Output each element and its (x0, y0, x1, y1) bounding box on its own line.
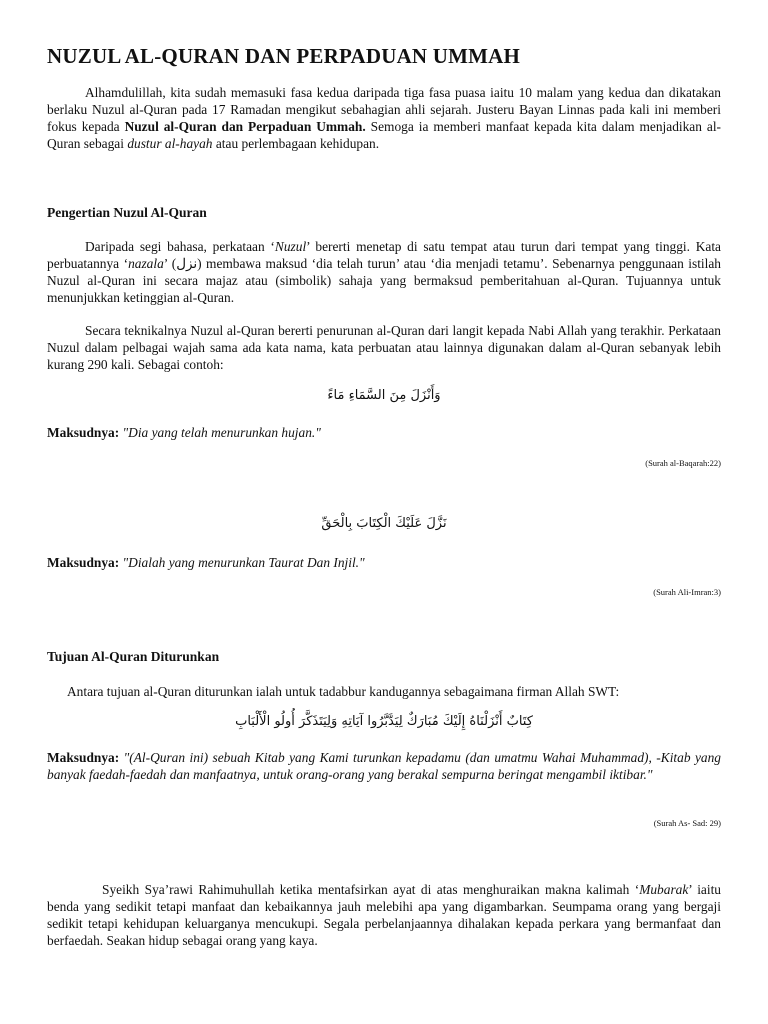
tujuan-p2-text-2: ’ iaitu benda yang sedikit tetapi manfaat dan kebaikannya jauh melebihi apa yang digambarkan. Seumpama orang yang bergaji sedikit tetapi kehidupan keluarganya mencukupi. Segala perbelanjaannya dihalakan kepada perkara yang bermanfaat dan berfaedah. Seakan hidup sebagai orang yang kaya. (47, 882, 721, 948)
verse-3-translation: "(Al-Quran ini) sebuah Kitab yang Kami turunkan kepadamu (dan umatmu Wahai Muhammad), -Kitab yang banyak faedah-faedah dan manfaatnya, untuk orang-orang yang berakal sempurna beringat mengambil iktibar." (47, 750, 721, 782)
verse-1-translation: "Dia yang telah menurunkan hujan." (122, 425, 321, 440)
meaning-label: Maksudnya: (47, 555, 120, 570)
meaning-label: Maksudnya: (47, 425, 120, 440)
verse-2-translation: "Dialah yang menurunkan Taurat Dan Injil." (122, 555, 365, 570)
pengertian-paragraph-1 (47, 238, 721, 306)
pengertian-paragraph-2: Secara teknikalnya Nuzul al-Quran bererti penurunan al-Quran dari langit kepada Nabi Allah yang terakhir. Perkataan Nuzul dalam pelbagai wajah sama ada kata nama, kata perbuatan atau lainnya digunakan dalam al-Quran sebanyak lebih kurang 290 kali. Sebagai contoh: (47, 323, 721, 372)
verse-3-reference: (Surah As- Sad: 29) (653, 818, 721, 828)
pengertian-p1-italic-1: Nuzul (274, 239, 307, 254)
intro-bold-topic: Nuzul al-Quran dan Perpaduan Ummah. (124, 119, 366, 134)
verse-2-reference: (Surah Ali-Imran:3) (653, 587, 721, 597)
tujuan-p2-italic: Mubarak (639, 882, 689, 897)
verse-1-arabic: وَأَنْزَلَ مِنَ السَّمَاءِ مَاءً (327, 388, 441, 403)
intro-text-1: Alhamdulillah, kita sudah memasuki fasa kedua daripada tiga fasa puasa iaitu 10 malam yang kedua dan dikatakan berlaku Nuzul al-Quran pada 17 Ramadan mengikut sebahagian ahli sejarah. Justeru Bayan Linnas pada kali ini memberi fokus kepada (47, 85, 721, 134)
section-heading-tujuan: Tujuan Al-Quran Diturunkan (47, 649, 220, 664)
intro-text-2: Semoga ia memberi manfaat kepada kita dalam menjadikan al-Quran sebagai (47, 119, 722, 151)
tujuan-paragraph-1: Antara tujuan al-Quran diturunkan ialah untuk tadabbur kandugannya sebagaimana firman Allah SWT: (67, 684, 620, 699)
verse-2-meaning (47, 554, 721, 571)
pengertian-p1-italic-2: nazala (128, 256, 164, 271)
verse-3-meaning (47, 749, 721, 783)
intro-text-3: atau perlembagaan kehidupan. (212, 136, 380, 151)
pengertian-p1-text-1: Daripada segi bahasa, perkataan ‘ (85, 239, 275, 254)
tujuan-p2-text-1: Syeikh Sya’rawi Rahimuhullah ketika mentafsirkan ayat di atas menghuraikan makna kalimah ‘ (102, 882, 640, 897)
verse-3-arabic: كِتَابٌ أَنْزَلْنَاهُ إِلَيْكَ مُبَارَكٌ لِيَدَّبَّرُوا آيَاتِهِ وَلِيَتَذَكَّرَ أُولُو الْأَلْبَابِ (235, 714, 533, 729)
section-heading-pengertian: Pengertian Nuzul Al-Quran (47, 205, 207, 220)
verse-1-meaning (47, 424, 721, 441)
pengertian-p1-text-2: ’ bererti menetap di satu tempat atau turun dari tempat yang tinggi. Kata perbuatannya ‘ (47, 239, 722, 271)
page-title: NUZUL AL-QURAN DAN PERPADUAN UMMAH (47, 44, 521, 68)
intro-italic-term: dustur al-hayah (127, 136, 213, 151)
verse-2-arabic: نَزَّلَ عَلَيْكَ الْكِتَابَ بِالْحَقِّ (321, 516, 447, 531)
intro-paragraph (47, 84, 721, 152)
pengertian-p1-text-3: ’ (نزل) membawa maksud ‘dia telah turun’ atau ‘dia menjadi tetamu’. Sebenarnya penggunaan istilah Nuzul al-Quran ini secara majaz atau (simbolik) sahaja yang bermaksud pemberitahuan al-Quran. Tujuannya untuk menunjukkan ketinggian al-Quran. (47, 256, 722, 305)
meaning-label: Maksudnya: (47, 750, 120, 765)
tujuan-paragraph-2 (47, 881, 721, 949)
verse-1-reference: (Surah al-Baqarah:22) (645, 458, 721, 468)
